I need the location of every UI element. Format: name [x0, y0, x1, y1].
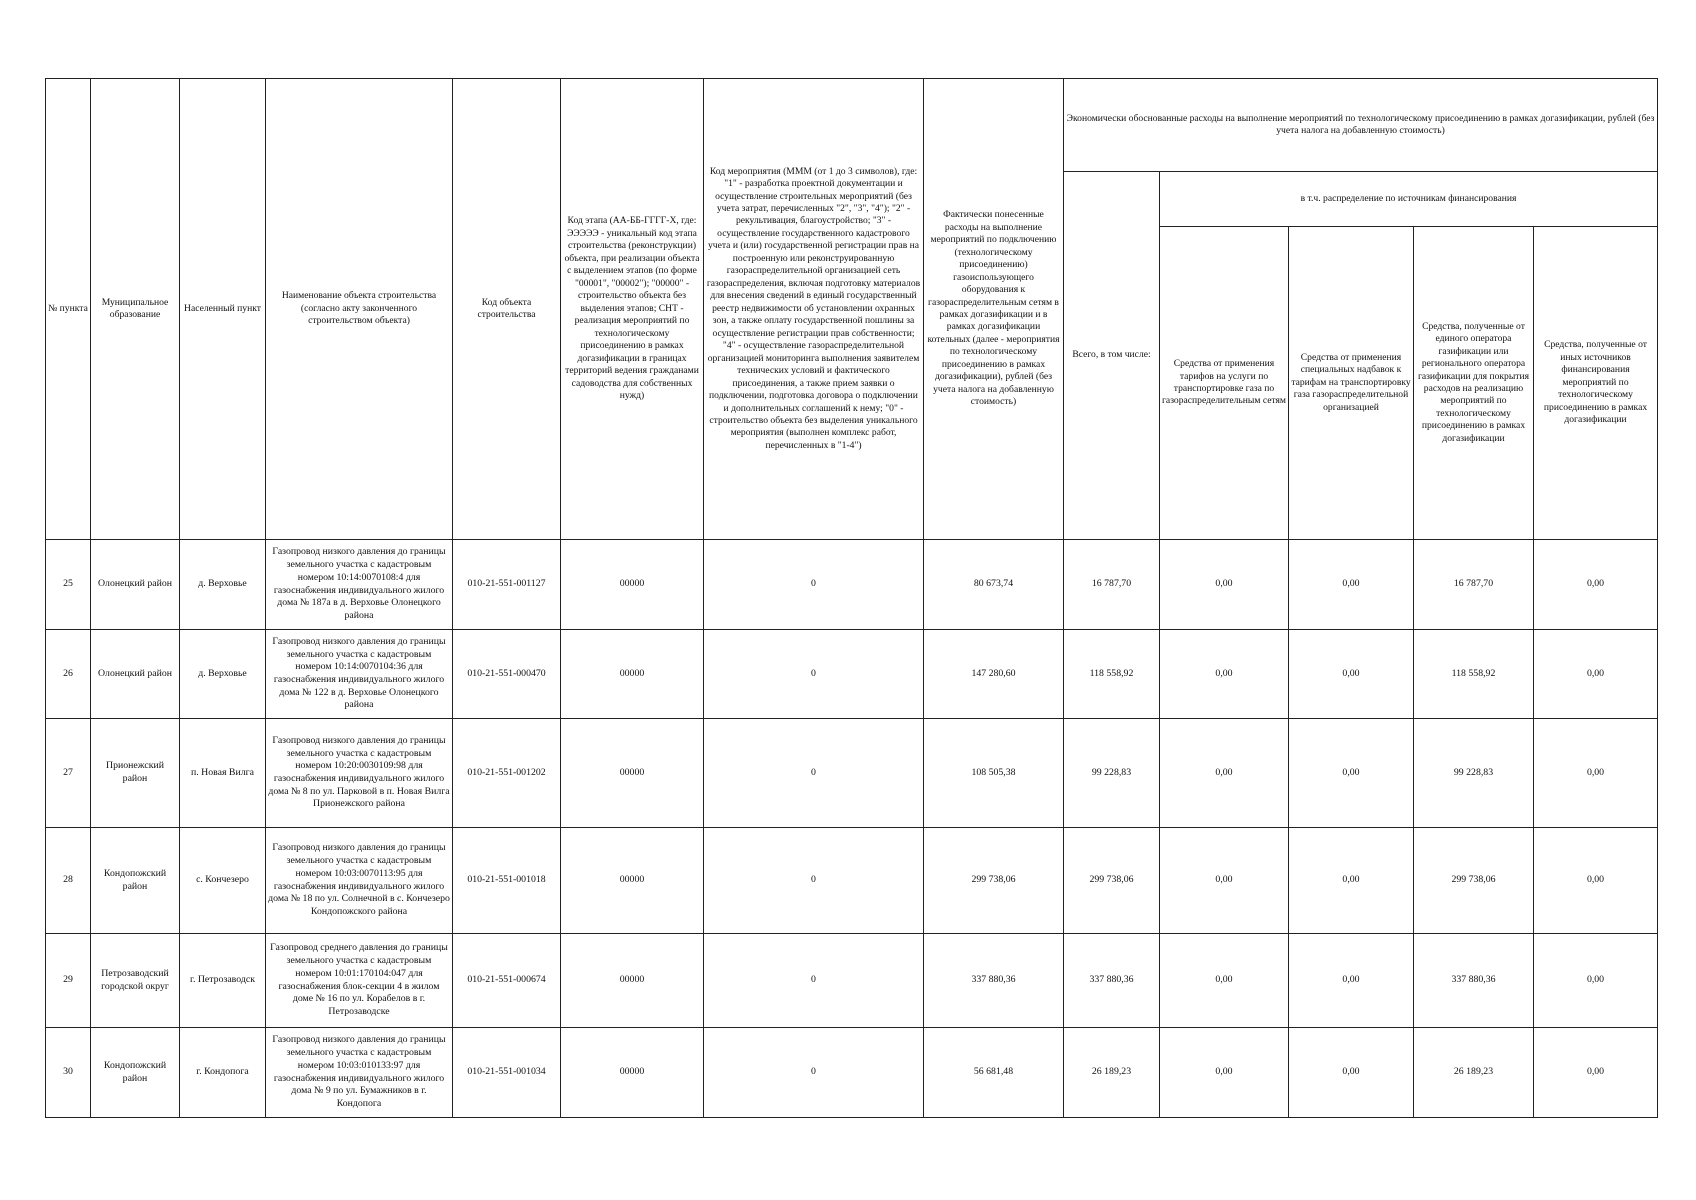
- cell-total: 26 189,23: [1064, 1028, 1160, 1118]
- costs-table: [45, 78, 1658, 1118]
- cell-num: 30: [46, 1028, 91, 1118]
- header-actual-costs: Фактически понесенные расходы на выполнение мероприятий по подключению (технологическому присоединению) газоиспользующего оборудования к газораспределительным сетям в рамках догазификации и в рамках догазификации котельных (далее - мероприятия по технологическому присоединению в рамках догазификации), рублей (без учета налога на добавленную стоимость): [924, 79, 1064, 540]
- cell-actual-costs: 147 280,60: [924, 630, 1064, 719]
- table-row: [46, 630, 1658, 719]
- cell-stage-code: 00000: [561, 630, 704, 719]
- cell-num: 25: [46, 540, 91, 630]
- cell-num: 27: [46, 719, 91, 828]
- cell-surcharges: 0,00: [1289, 828, 1414, 934]
- cell-object-code: 010-21-551-000674: [453, 934, 561, 1028]
- header-stage-code: Код этапа (АА-ББ-ГГГГ-Х, где: ЭЭЭЭЭ - уникальный код этапа строительства (реконструкции) объекта, при реализации объекта с выделением этапов (по форме "00001", "00002"); "00000" - строительство объекта без выделения этапов; СНТ - реализация мероприятий по технологическому присоединению в рамках догазификации в границах территорий ведения гражданами садоводства для собственных нужд): [561, 79, 704, 540]
- cell-other: 0,00: [1534, 934, 1658, 1028]
- cell-other: 0,00: [1534, 828, 1658, 934]
- header-settlement: Населенный пункт: [180, 79, 266, 540]
- cell-object-name: Газопровод низкого давления до границы земельного участка с кадастровым номером 10:14:0070104:36 для газоснабжения индивидуального жилого дома № 122 в д. Верховье Олонецкого района: [266, 630, 453, 719]
- cell-other: 0,00: [1534, 630, 1658, 719]
- cell-total: 118 558,92: [1064, 630, 1160, 719]
- cell-settlement: п. Новая Вилга: [180, 719, 266, 828]
- header-total: Всего, в том числе:: [1064, 172, 1160, 540]
- cell-operator: 337 880,36: [1414, 934, 1534, 1028]
- cell-tariffs: 0,00: [1160, 540, 1289, 630]
- cell-stage-code: 00000: [561, 1028, 704, 1118]
- cell-actual-costs: 56 681,48: [924, 1028, 1064, 1118]
- cell-operator: 99 228,83: [1414, 719, 1534, 828]
- cell-surcharges: 0,00: [1289, 934, 1414, 1028]
- cell-settlement: с. Кончезеро: [180, 828, 266, 934]
- cell-stage-code: 00000: [561, 934, 704, 1028]
- cell-settlement: г. Петрозаводск: [180, 934, 266, 1028]
- header-object-name: Наименование объекта строительства (согласно акту законченного строительством объекта): [266, 79, 453, 540]
- cell-actual-costs: 299 738,06: [924, 828, 1064, 934]
- cell-object-name: Газопровод низкого давления до границы земельного участка с кадастровым номером 10:03:0070113:95 для газоснабжения индивидуального жилого дома № 18 по ул. Солнечной в с. Кончезеро Кондопожского района: [266, 828, 453, 934]
- cell-num: 28: [46, 828, 91, 934]
- cell-stage-code: 00000: [561, 828, 704, 934]
- cell-total: 299 738,06: [1064, 828, 1160, 934]
- cell-event-code: 0: [704, 719, 924, 828]
- cell-total: 99 228,83: [1064, 719, 1160, 828]
- cell-other: 0,00: [1534, 1028, 1658, 1118]
- header-group-economic: Экономически обоснованные расходы на выполнение мероприятий по технологическому присоединению в рамках догазификации, рублей (без учета налога на добавленную стоимость): [1064, 79, 1658, 172]
- header-num: № пункта: [46, 79, 91, 540]
- cell-actual-costs: 337 880,36: [924, 934, 1064, 1028]
- cell-num: 26: [46, 630, 91, 719]
- cell-settlement: г. Кондопога: [180, 1028, 266, 1118]
- header-src-operator: Средства, полученные от единого оператора газификации или регионального оператора газификации для покрытия расходов на реализацию мероприятий по технологическому присоединению в рамках догазификации: [1414, 227, 1534, 540]
- header-event-code: Код мероприятия (МММ (от 1 до 3 символов), где: "1" - разработка проектной документации и осуществление строительных мероприятий (без учета затрат, перечисленных "2", "3", "4"); "2" - рекультивация, благоустройство; "3" - осуществление государственного кадастрового учета и (или) государственной регистрации прав на построенную или реконструированную газораспределительной организацией сеть газораспределения, включая подготовку материалов для внесения сведений в единый государственный реестр недвижимости об установлении охранных зон, а также оплату государственной пошлины за осуществление регистрации прав собственности; "4" - осуществление газораспределительной организацией мониторинга выполнения заявителем технических условий и фактического присоединения, а также прием заявки о подключении, подготовка договора о подключении и дополнительных соглашений к нему; "0" - строительство объекта без выделения уникального мероприятия (выполнен комплекс работ, перечисленных в "1-4"): [704, 79, 924, 540]
- header-group-sources: в т.ч. распределение по источникам финансирования: [1160, 172, 1658, 227]
- cell-surcharges: 0,00: [1289, 540, 1414, 630]
- cell-operator: 26 189,23: [1414, 1028, 1534, 1118]
- cell-surcharges: 0,00: [1289, 630, 1414, 719]
- cell-tariffs: 0,00: [1160, 1028, 1289, 1118]
- cell-municipality: Кондопожский район: [91, 1028, 180, 1118]
- table-row: [46, 540, 1658, 630]
- header-src-tariffs: Средства от применения тарифов на услуги по транспортировке газа по газораспределительным сетям: [1160, 227, 1289, 540]
- header-municipality: Муниципальное образование: [91, 79, 180, 540]
- cell-object-code: 010-21-551-000470: [453, 630, 561, 719]
- cell-operator: 118 558,92: [1414, 630, 1534, 719]
- cell-settlement: д. Верховье: [180, 540, 266, 630]
- cell-object-name: Газопровод среднего давления до границы земельного участка с кадастровым номером 10:01:170104:047 для газоснабжения блок-секции 4 в жилом доме № 16 по ул. Корабелов в г. Петрозаводске: [266, 934, 453, 1028]
- cell-surcharges: 0,00: [1289, 719, 1414, 828]
- cell-tariffs: 0,00: [1160, 828, 1289, 934]
- cell-tariffs: 0,00: [1160, 934, 1289, 1028]
- cell-stage-code: 00000: [561, 719, 704, 828]
- table-row: [46, 934, 1658, 1028]
- cell-event-code: 0: [704, 828, 924, 934]
- cell-object-code: 010-21-551-001202: [453, 719, 561, 828]
- cell-object-name: Газопровод низкого давления до границы земельного участка с кадастровым номером 10:14:0070108:4 для газоснабжения индивидуального жилого дома № 187а в д. Верховье Олонецкого района: [266, 540, 453, 630]
- cell-actual-costs: 80 673,74: [924, 540, 1064, 630]
- cell-num: 29: [46, 934, 91, 1028]
- cell-event-code: 0: [704, 1028, 924, 1118]
- cell-municipality: Петрозаводский городской округ: [91, 934, 180, 1028]
- header-src-other: Средства, полученные от иных источников финансирования мероприятий по технологическому присоединению в рамках догазификации: [1534, 227, 1658, 540]
- cell-object-code: 010-21-551-001127: [453, 540, 561, 630]
- table-row: [46, 719, 1658, 828]
- cell-settlement: д. Верховье: [180, 630, 266, 719]
- cell-municipality: Кондопожский район: [91, 828, 180, 934]
- cell-operator: 16 787,70: [1414, 540, 1534, 630]
- cell-other: 0,00: [1534, 719, 1658, 828]
- cell-municipality: Олонецкий район: [91, 630, 180, 719]
- table-row: [46, 1028, 1658, 1118]
- cell-event-code: 0: [704, 540, 924, 630]
- cell-stage-code: 00000: [561, 540, 704, 630]
- cell-object-name: Газопровод низкого давления до границы земельного участка с кадастровым номером 10:03:010133:97 для газоснабжения индивидуального жилого дома № 9 по ул. Бумажников в г. Кондопога: [266, 1028, 453, 1118]
- cell-municipality: Прионежский район: [91, 719, 180, 828]
- cell-total: 337 880,36: [1064, 934, 1160, 1028]
- cell-object-code: 010-21-551-001018: [453, 828, 561, 934]
- cell-object-name: Газопровод низкого давления до границы земельного участка с кадастровым номером 10:20:0030109:98 для газоснабжения индивидуального жилого дома № 8 по ул. Парковой в п. Новая Вилга Прионежского района: [266, 719, 453, 828]
- cell-tariffs: 0,00: [1160, 630, 1289, 719]
- table-row: [46, 828, 1658, 934]
- cell-object-code: 010-21-551-001034: [453, 1028, 561, 1118]
- cell-operator: 299 738,06: [1414, 828, 1534, 934]
- header-src-surcharges: Средства от применения специальных надбавок к тарифам на транспортировку газа газораспределительной организацией: [1289, 227, 1414, 540]
- cell-event-code: 0: [704, 630, 924, 719]
- cell-total: 16 787,70: [1064, 540, 1160, 630]
- cell-surcharges: 0,00: [1289, 1028, 1414, 1118]
- cell-other: 0,00: [1534, 540, 1658, 630]
- header-object-code: Код объекта строительства: [453, 79, 561, 540]
- cell-event-code: 0: [704, 934, 924, 1028]
- cell-actual-costs: 108 505,38: [924, 719, 1064, 828]
- cell-municipality: Олонецкий район: [91, 540, 180, 630]
- cell-tariffs: 0,00: [1160, 719, 1289, 828]
